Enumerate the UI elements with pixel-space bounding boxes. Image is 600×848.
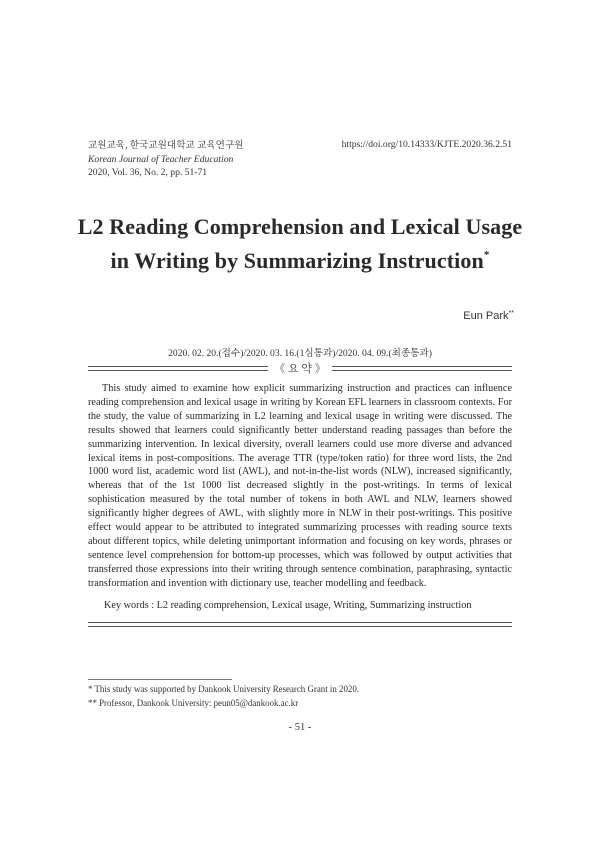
abstract-bottom-rule <box>88 622 512 627</box>
abstract-rule-right <box>332 366 512 371</box>
paper-title <box>40 212 560 275</box>
title-footnote-mark: * <box>483 249 490 261</box>
abstract-label: 《 요 약 》 <box>274 363 326 375</box>
footnote-separator <box>88 679 232 680</box>
journal-header <box>88 139 243 180</box>
doi-link[interactable]: https://doi.org/10.14333/KJTE.2020.36.2.51 <box>341 139 512 150</box>
abstract-heading <box>88 361 512 375</box>
title-line-1: L2 Reading Comprehension and Lexical Usage <box>77 214 523 239</box>
page-number: - 51 - <box>288 722 312 733</box>
title-line-2: in Writing by Summarizing Instruction <box>110 248 484 273</box>
journal-name: Korean Journal of Teacher Education <box>88 153 234 165</box>
keywords: Key words : L2 reading comprehension, Lexical usage, Writing, Summarizing instruction <box>104 600 472 611</box>
abstract-text: This study aimed to examine how explicit summarizing instruction and practices can influence reading comprehension and lexical usage in writing by Korean EFL learners in classroom contexts. For the study, the value of summarizing in L2 learning and lexical usage in writing were discussed. The results showed that learners could significantly better understand reading passages than before the summarizing intervention. In lexical diversity, overall learners could use more diverse and advanced lexical items in post-compositions. The average TTR (type/token ratio) for three word lists, the 2nd 1000 word list, academic word list (AWL), and not-in-the-list words (NLW), increased significantly, whereas that of the 1st 1000 list decreased slightly in the post-writings. In terms of lexical sophistication measured by the total number of tokens in both AWL and NLW, learners showed significantly higher degrees of AWL, with slightly more in NLW in their post-writings. This positive effect would appear to be attributed to integrated summarizing processes with reading source texts about different topics, while deleting unimportant information and focusing on key words, phrases or sentence level comprehension for bottom-up processes, which was followed by output activities that transferred those expressions into their writing through sentence combination, paraphrasing, syntactic transformation and invention with dictionary use, teacher modelling and feedback. <box>88 383 512 589</box>
title-line-2-wrap <box>40 241 560 275</box>
volume-info: 2020, Vol. 36, No. 2, pp. 51-71 <box>88 167 208 178</box>
footnote-funding: * This study was supported by Dankook University Research Grant in 2020. <box>88 684 359 694</box>
footnotes <box>88 683 512 710</box>
publisher-korean: 교원교육, 한국교원대학교 교육연구원 <box>88 140 244 151</box>
author-name: Eun Park <box>463 310 509 322</box>
author <box>463 310 514 322</box>
abstract-rule-left <box>88 366 268 371</box>
author-footnote-mark: ** <box>508 310 514 317</box>
footnote-affiliation: ** Professor, Dankook University: peun05@dankook.ac.kr <box>88 697 299 708</box>
submission-dates: 2020. 02. 20.(접수)/2020. 03. 16.(1심통과)/2020. 04. 09.(최종통과) <box>168 348 432 359</box>
